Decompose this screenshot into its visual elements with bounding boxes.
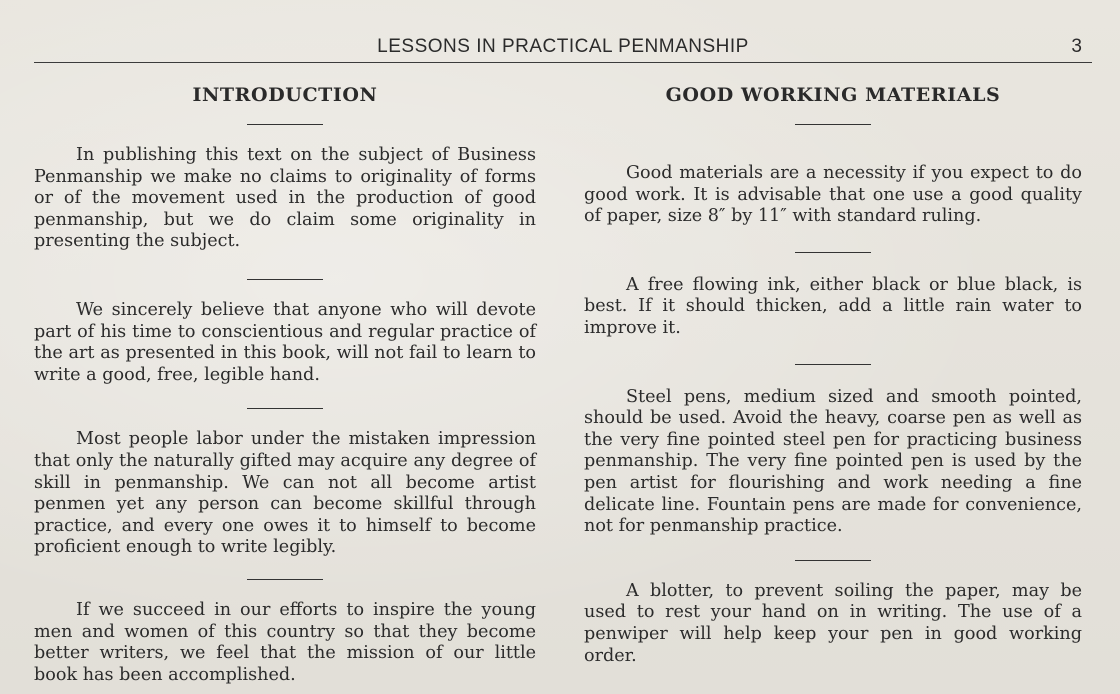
intro-paragraph-1: In publishing this text on the subject of Business Penmanship we make no claims to originality of forms or of the movement used in the production of good penmanship, but we do claim some originality in presenting the subject. — [34, 145, 536, 252]
paragraph-divider — [247, 279, 323, 280]
intro-paragraph-3: Most people labor under the mistaken impression that only the naturally gifted may acquire any degree of skill in penmanship. We can not all become artist penmen yet any person can become skillful through practice, and every one owes it to himself to become proficient enough to write legibly. — [34, 429, 536, 558]
paragraph-divider — [795, 252, 871, 253]
right-column — [584, 80, 1082, 667]
page-number: 3 — [1071, 36, 1082, 57]
materials-paragraph-2: A free flowing ink, either black or blue black, is best. If it should thicken, add a little rain water to improve it. — [584, 274, 1082, 338]
materials-paragraph-3: Steel pens, medium sized and smooth pointed, should be used. Avoid the heavy, coarse pen as well as the very fine pointed steel pen for practicing business penmanship. The very fine pointed pen is used by the pen artist for flourishing and work needing a fine delicate line. Fountain pens are made for convenience, not for penmanship practice. — [584, 386, 1082, 537]
paragraph-divider — [795, 364, 871, 365]
introduction-heading: INTRODUCTION — [192, 84, 378, 106]
left-column — [34, 80, 536, 686]
paragraph-divider — [247, 408, 323, 409]
running-title: LESSONS IN PRACTICAL PENMANSHIP — [377, 36, 749, 57]
heading-divider — [247, 124, 323, 125]
intro-paragraph-2: We sincerely believe that anyone who will devote part of his time to conscientious and regular practice of the art as presented in this book, will not fail to learn to write a good, free, legible hand. — [34, 299, 536, 385]
materials-heading: GOOD WORKING MATERIALS — [665, 84, 1001, 106]
materials-paragraph-1: Good materials are a necessity if you expect to do good work. It is advisable that one use a good quality of paper, size 8″ by 11″ with standard ruling. — [584, 163, 1082, 227]
paragraph-divider — [795, 560, 871, 561]
page-header — [34, 36, 1092, 63]
paragraph-divider — [247, 579, 323, 580]
materials-paragraph-4: A blotter, to prevent soiling the paper, may be used to rest your hand on in writing. The use of a penwiper will help keep your pen in good working order. — [584, 580, 1082, 666]
intro-paragraph-4: If we succeed in our efforts to inspire the young men and women of this country so that they become better writers, we feel that the mission of our little book has been accomplished. — [34, 599, 536, 685]
heading-divider — [795, 124, 871, 125]
